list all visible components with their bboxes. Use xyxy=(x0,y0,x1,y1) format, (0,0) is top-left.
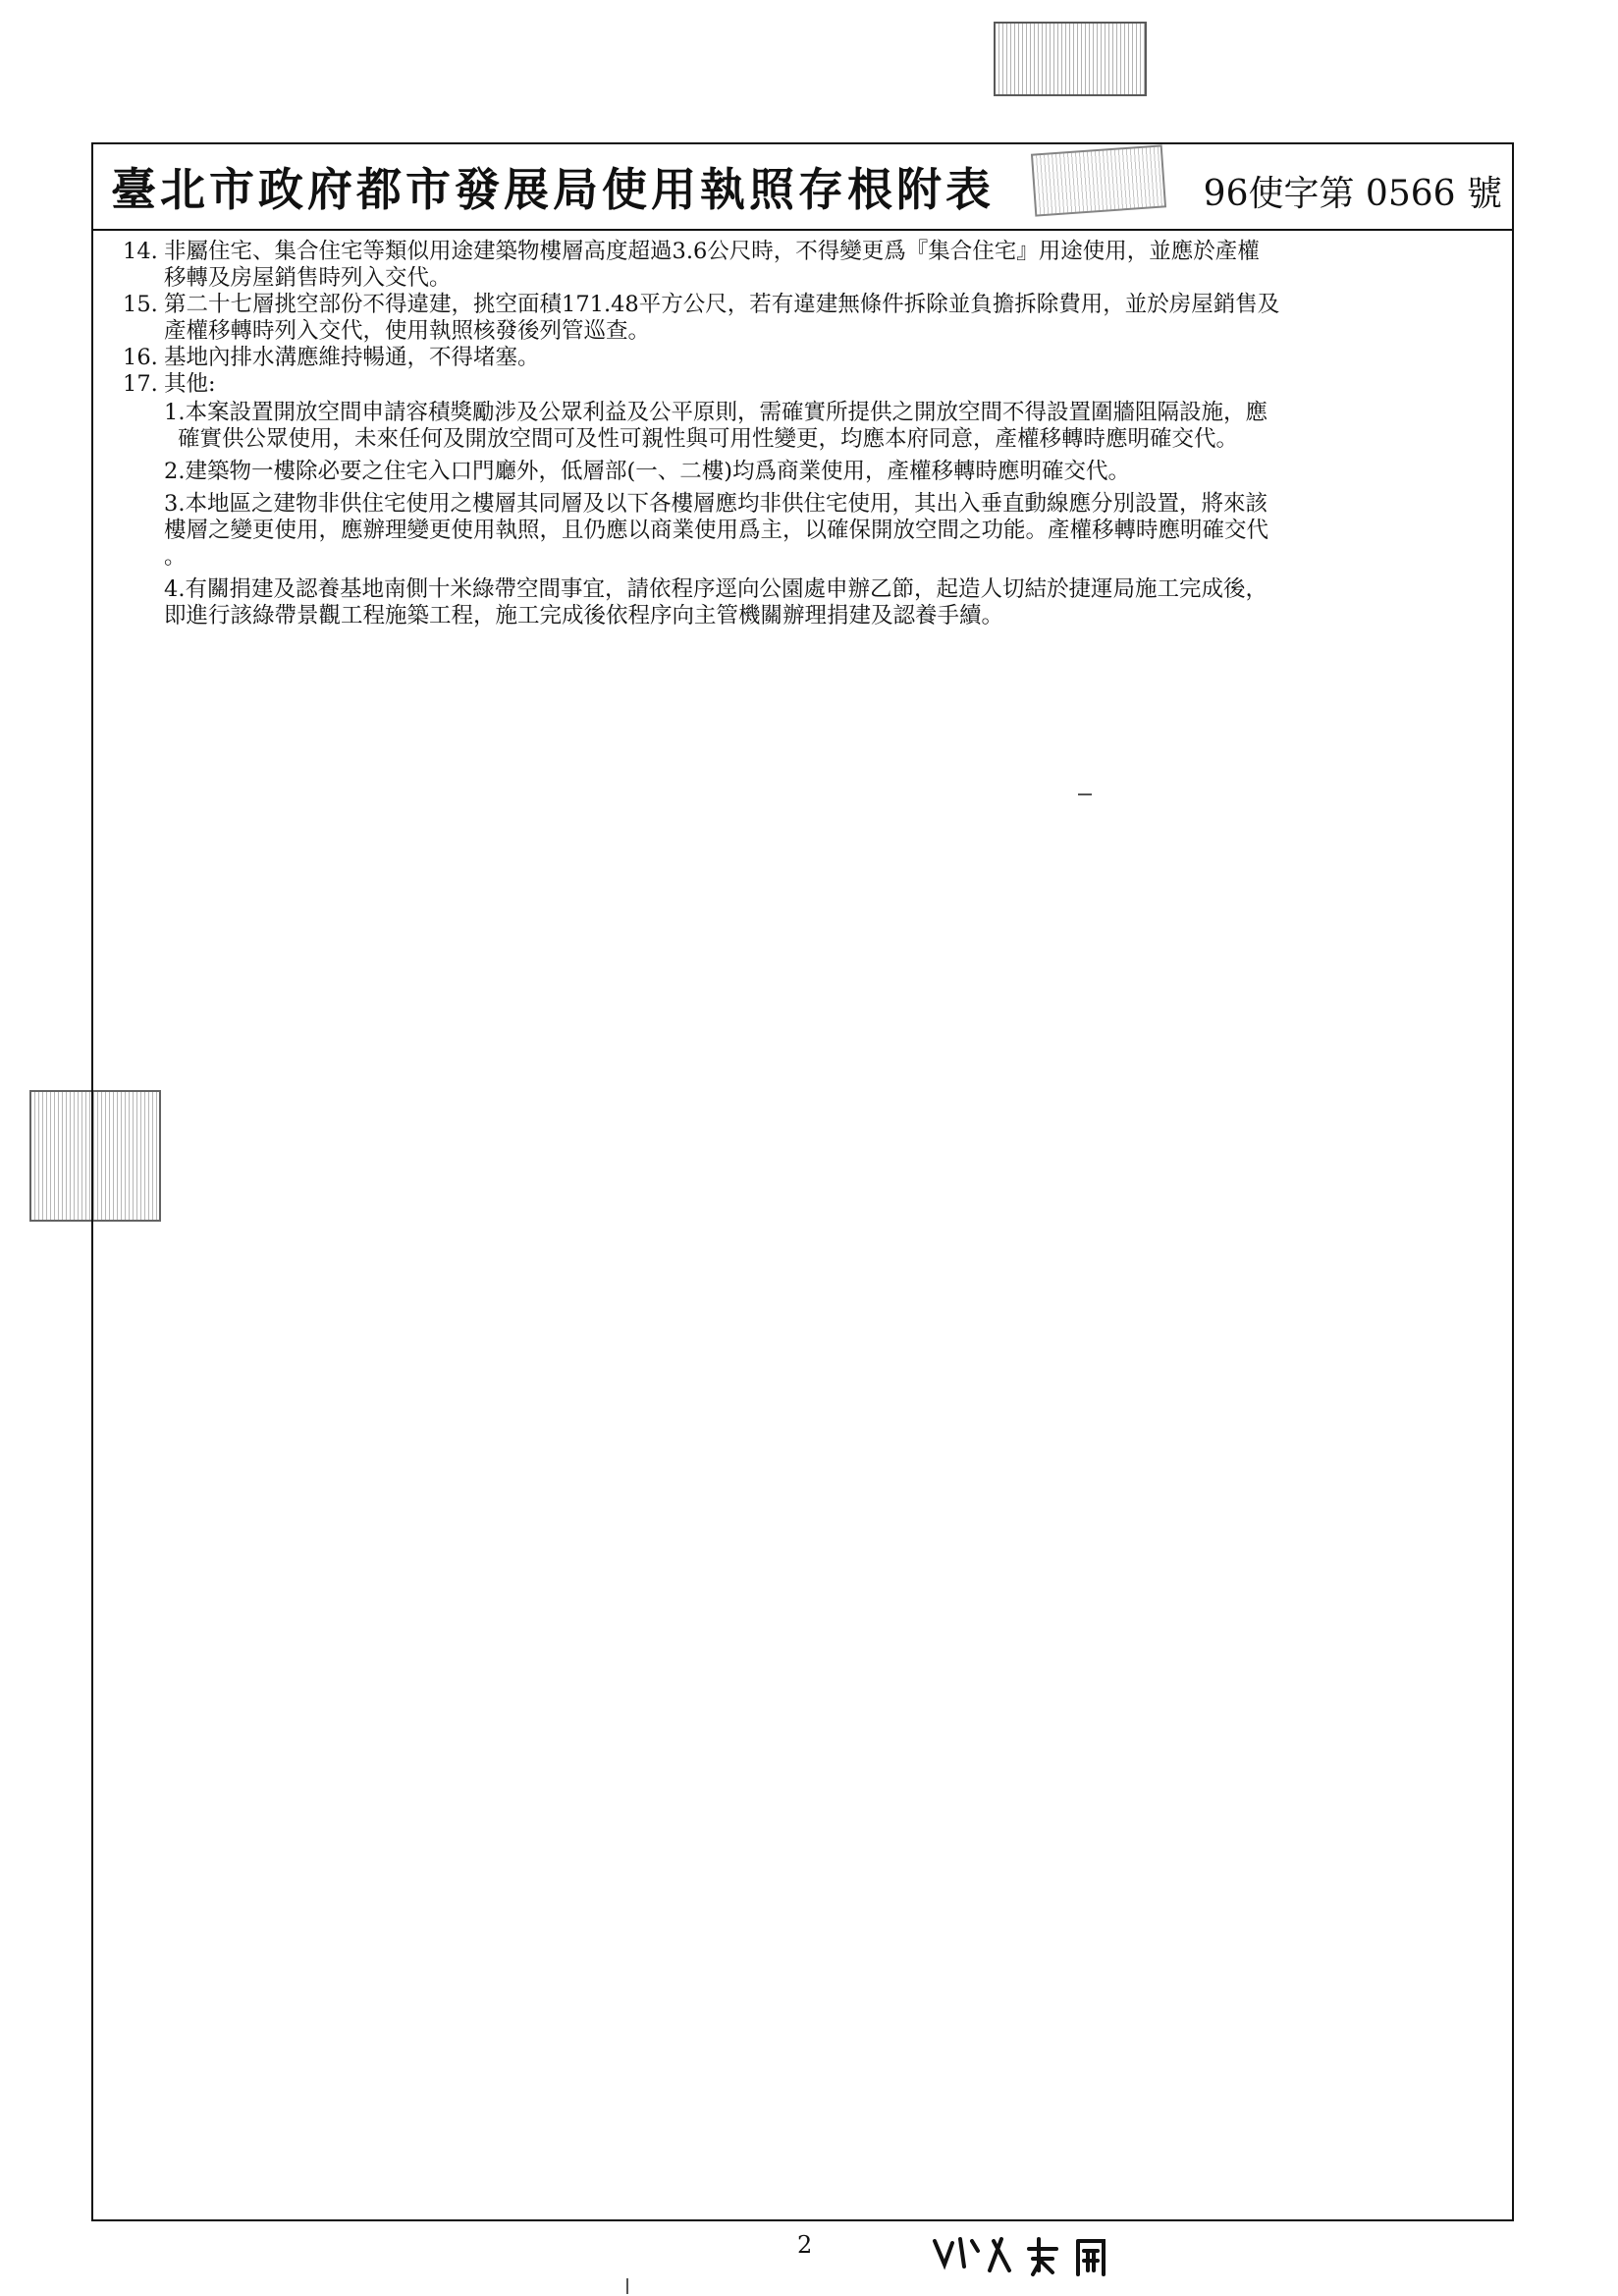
item-line: 非屬住宅、集合住宅等類似用途建築物樓層高度超過3.6公尺時，不得變更爲『集合住宅』用途使用，並應於產權 xyxy=(164,239,1260,264)
conditions-list xyxy=(123,239,1497,635)
page-number: 2 xyxy=(797,2231,813,2259)
title-overlay-stamp xyxy=(1031,144,1166,216)
item-number: 16. xyxy=(123,345,158,370)
sub-item xyxy=(164,576,1497,629)
item-line: 移轉及房屋銷售時列入交代。 xyxy=(164,265,452,291)
sub-item xyxy=(164,491,1497,571)
item-number: 15. xyxy=(123,292,158,317)
sub-item-line: 。 xyxy=(164,544,187,570)
document-frame xyxy=(91,142,1514,2221)
sub-item-line: 4.有關捐建及認養基地南側十米綠帶空間事宜，請依程序逕向公園處申辦乙節，起造人切結於捷運局施工完成後， xyxy=(164,576,1267,602)
item-line: 第二十七層挑空部份不得違建，挑空面積171.48平方公尺，若有違建無條件拆除並負擔拆除費用，並於房屋銷售及 xyxy=(164,292,1280,317)
sub-item-line: 確實供公眾使用，未來任何及開放空間可及性可親性與可用性變更，均應本府同意，產權移轉時應明確交代。 xyxy=(178,426,1239,452)
handwritten-signature xyxy=(931,2231,1206,2290)
sub-item-line: 3.本地區之建物非供住宅使用之樓層其同層及以下各樓層應均非供住宅使用，其出入垂直動線應分別設置，將來該 xyxy=(164,491,1267,517)
scan-speck xyxy=(626,2278,628,2294)
sub-item-line: 2.建築物一樓除必要之住宅入口門廳外，低層部(一、二樓)均爲商業使用，產權移轉時應明確交代。 xyxy=(164,459,1131,484)
document-title: 臺北市政府都市發展局使用執照存根附表 xyxy=(111,163,995,216)
item-line: 產權移轉時列入交代，使用執照核發後列管巡查。 xyxy=(164,318,651,344)
list-item xyxy=(123,292,1497,345)
title-row xyxy=(93,144,1512,231)
list-item xyxy=(123,371,1497,398)
item-number: 17. xyxy=(123,371,158,397)
sub-item xyxy=(164,459,1497,485)
permit-number: 96使字第 0566 號 xyxy=(1203,174,1502,214)
sub-item xyxy=(164,400,1497,453)
official-seal-stamp xyxy=(994,22,1147,96)
sub-item-line: 樓層之變更使用，應辦理變更使用執照，且仍應以商業使用爲主，以確保開放空間之功能。產權移轉時應明確交代 xyxy=(164,518,1269,543)
item-number: 14. xyxy=(123,239,158,264)
sub-item-line: 1.本案設置開放空間申請容積獎勵涉及公眾利益及公平原則，需確實所提供之開放空間不得設置圍牆阻隔設施，應 xyxy=(164,400,1267,425)
item-line: 其他: xyxy=(164,371,216,397)
list-item xyxy=(123,345,1497,371)
other-conditions xyxy=(164,400,1497,629)
list-item xyxy=(123,239,1497,292)
item-line: 基地內排水溝應維持暢通，不得堵塞。 xyxy=(164,345,540,370)
scan-speck xyxy=(1078,793,1092,795)
sub-item-line: 即進行該綠帶景觀工程施築工程，施工完成後依程序向主管機關辦理捐建及認養手續。 xyxy=(164,603,1004,629)
